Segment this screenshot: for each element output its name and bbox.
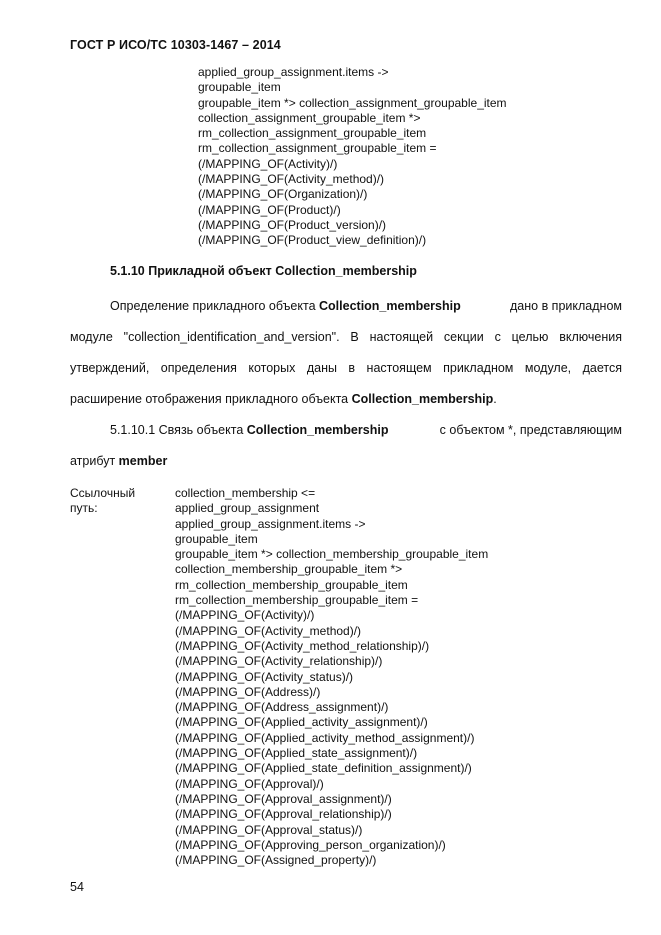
text-run: Определение прикладного объекта	[110, 299, 320, 313]
mapping-line: groupable_item *> collection_membership_groupable_item	[175, 547, 489, 562]
mapping-line: (/MAPPING_OF(Organization)/)	[198, 187, 368, 202]
mapping-line: (/MAPPING_OF(Activity_method)/)	[175, 623, 362, 638]
mapping-line: rm_collection_membership_groupable_item =	[175, 593, 419, 608]
mapping-line: collection_assignment_groupable_item *>	[198, 110, 421, 125]
mapping-line: (/MAPPING_OF(Applied_activity_assignment)/)	[175, 715, 428, 730]
text-fragment	[110, 415, 388, 446]
mapping-line: (/MAPPING_OF(Activity_status)/)	[175, 669, 354, 684]
paragraph-line: модуле "collection_identification_and_version". В настоящей секции с целью включения	[70, 330, 622, 344]
reference-mapping-block	[175, 486, 488, 868]
mapping-line: applied_group_assignment.items ->	[198, 65, 389, 79]
definition-paragraph	[70, 291, 622, 415]
mapping-line: (/MAPPING_OF(Applied_activity_method_assignment)/)	[175, 730, 475, 745]
mapping-line: (/MAPPING_OF(Product_version)/)	[198, 217, 387, 232]
mapping-line: (/MAPPING_OF(Activity)/)	[175, 608, 315, 623]
text-fragment: дано в прикладном	[510, 299, 622, 313]
section-heading: 5.1.10 Прикладной объект Collection_membership	[110, 264, 417, 278]
mapping-line: (/MAPPING_OF(Product)/)	[198, 202, 341, 217]
mapping-line: (/MAPPING_OF(Activity)/)	[198, 156, 338, 171]
mapping-line: (/MAPPING_OF(Address_assignment)/)	[175, 700, 389, 715]
mapping-line: applied_group_assignment.items ->	[175, 516, 366, 531]
text-fragment	[110, 291, 461, 322]
reference-path-label	[70, 486, 135, 517]
text-run: атрибут	[70, 454, 119, 468]
mapping-line: (/MAPPING_OF(Approval_relationship)/)	[175, 807, 392, 822]
mapping-line: (/MAPPING_OF(Applied_state_assignment)/)	[175, 746, 418, 761]
mapping-line: rm_collection_membership_groupable_item	[175, 577, 408, 592]
mapping-line: groupable_item *> collection_assignment_groupable_item	[198, 95, 507, 110]
mapping-line: (/MAPPING_OF(Approval_assignment)/)	[175, 791, 392, 806]
text-run: 5.1.10.1 Связь объекта	[110, 423, 247, 437]
mapping-line: (/MAPPING_OF(Approval)/)	[175, 776, 324, 791]
mapping-line: rm_collection_assignment_groupable_item =	[198, 141, 437, 156]
document-header: ГОСТ Р ИСО/ТС 10303-1467 – 2014	[70, 38, 281, 52]
mapping-line: (/MAPPING_OF(Activity_method_relationship)/)	[175, 638, 430, 653]
text-fragment: с объектом *, представляющим	[439, 423, 622, 437]
mapping-line: (/MAPPING_OF(Activity_relationship)/)	[175, 654, 383, 669]
text-run: .	[493, 392, 497, 406]
paragraph-line	[70, 291, 622, 322]
mapping-line: groupable_item	[175, 531, 258, 546]
label-line: путь:	[70, 501, 98, 516]
mapping-line: collection_membership_groupable_item *>	[175, 562, 403, 577]
entity-name: Collection_membership	[319, 299, 461, 313]
mapping-line: groupable_item	[198, 80, 281, 95]
entity-name: Collection_membership	[351, 392, 494, 406]
entity-name: Collection_membership	[246, 423, 389, 437]
mapping-line: (/MAPPING_OF(Address)/)	[175, 684, 321, 699]
page-number: 54	[70, 880, 84, 894]
paragraph-line	[70, 384, 622, 415]
mapping-line: (/MAPPING_OF(Approving_person_organization)/)	[175, 837, 446, 852]
mapping-line: (/MAPPING_OF(Approval_status)/)	[175, 822, 363, 837]
mapping-line: (/MAPPING_OF(Product_view_definition)/)	[198, 233, 427, 248]
mapping-line: applied_group_assignment	[175, 501, 320, 516]
mapping-line: collection_membership <=	[175, 486, 316, 500]
paragraph-line	[70, 446, 622, 477]
mapping-line: (/MAPPING_OF(Activity_method)/)	[198, 172, 385, 187]
top-mapping-block	[198, 65, 507, 249]
label-line: Ссылочный	[70, 486, 136, 500]
text-run: расширение отображения прикладного объекта	[70, 392, 352, 406]
paragraph-line	[70, 415, 622, 446]
attribute-name: member	[118, 454, 168, 468]
mapping-line: (/MAPPING_OF(Assigned_property)/)	[175, 853, 377, 868]
paragraph-line: утверждений, определения которых даны в настоящем прикладном модуле, дается	[70, 361, 622, 375]
mapping-line: rm_collection_assignment_groupable_item	[198, 126, 427, 141]
association-paragraph	[70, 415, 622, 477]
mapping-line: (/MAPPING_OF(Applied_state_definition_assignment)/)	[175, 761, 472, 776]
